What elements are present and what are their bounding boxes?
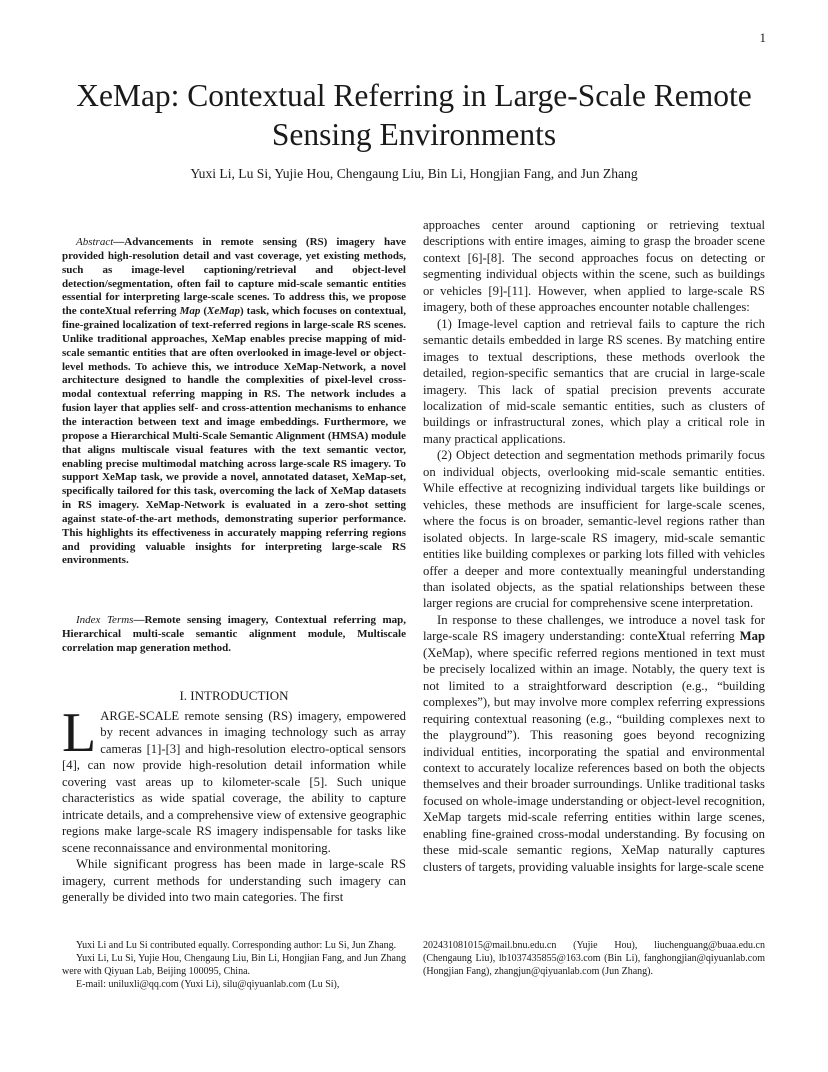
introduction-body bbox=[62, 702, 406, 905]
index-terms-text: —Remote sensing imagery, Contextual referring map, Hierarchical multi-scale semantic alignment module, Multiscale correlation map generation method. bbox=[62, 614, 406, 654]
section-heading-introduction: I. INTRODUCTION bbox=[179, 688, 289, 703]
right-column-body bbox=[423, 217, 765, 875]
footnote-email: E-mail: uniluxli@qq.com (Yuxi Li), silu@qiyuanlab.com (Lu Si), bbox=[76, 979, 340, 990]
xemap-task-text-a: In response to these challenges, we introduce a novel task for large-scale RS imagery understanding: conte bbox=[423, 612, 765, 644]
intro-paragraph-2: While significant progress has been made in large-scale RS imagery, current methods for understanding such imagery can generally be divided into two main categories. The first bbox=[62, 857, 406, 904]
intro-paragraph-1 bbox=[62, 702, 406, 856]
abstract-text-1: —Advancements in remote sensing (RS) imagery have provided high-resolution detail and vast coverage, yet existing methods, such as image-level captioning/retrieval and object-level detection/segmentation, often fail to capture mid-scale semantic entities essential for interpreting large-scale scenes. To address this, we propose the conteXtual referring bbox=[62, 236, 406, 318]
abstract-map-word: Map bbox=[179, 305, 201, 318]
intro-paragraph-1-text: ARGE-SCALE remote sensing (RS) imagery, empowered by recent advances in imaging technology such as array cameras [1]-[3] and high-resolution electro-optical sensors [4], can now provide high-resolution detail information while covering vast areas up to kilometer-scale [5]. Such unique characteristics as wide spatial coverage, the ability to capture intricate details, and a comprehensive view of extensive geographic regions make large-scale RS imagery indispensable for tasks like scene reconnaissance and environmental monitoring. bbox=[62, 709, 406, 855]
right-paragraph-challenge-2: (2) Object detection and segmentation methods primarily focus on individual objects, overlooking mid-scale semantic entities. While effective at recognizing individual targets like buildings or vehicles, these methods are insufficient for large-scale scenes, where the focus is on broader, semantic-level regions rather than isolated objects. In large-scale RS imagery, mid-scale semantic entities like building complexes or parking lots filled with vehicles offer a deeper and more contextually meaningful understanding than isolated objects, as the spatial relationships between these larger regions are crucial for comprehensive scene interpretation. bbox=[423, 448, 765, 611]
footnote-left bbox=[62, 939, 406, 991]
xemap-task-bold-x: X bbox=[657, 629, 667, 644]
footnote-affiliation: Yuxi Li, Lu Si, Yujie Hou, Chengaung Liu, Bin Li, Hongjian Fang, and Jun Zhang were with Qiyuan Lab, Beijing 100095, China. bbox=[62, 953, 406, 977]
paper-title: XeMap: Contextual Referring in Large-Scale Remote Sensing Environments bbox=[76, 78, 752, 152]
drop-cap: L bbox=[62, 702, 97, 764]
footnote-contribution: Yuxi Li and Lu Si contributed equally. Corresponding author: Lu Si, Jun Zhang. bbox=[76, 940, 397, 951]
right-paragraph-xemap-task bbox=[423, 612, 765, 875]
footnote-right bbox=[423, 939, 765, 978]
abstract-xemap-word: XeMap bbox=[207, 305, 241, 318]
right-paragraph-challenge-1: (1) Image-level caption and retrieval fails to capture the rich semantic details embedded in large RS scenes. By matching entire images to textual descriptions, these methods overlook the detailed, region-specific semantics that are crucial in large-scale imagery. This lack of spatial precision prevents accurate localization of mid-scale semantic entities, such as clusters of buildings or infrastructural zones, which play a critical role in many practical applications. bbox=[423, 316, 765, 446]
right-paragraph-continued: approaches center around captioning or retrieving textual descriptions with entire images, aiming to grasp the broader scene context [6]-[8]. The second approaches focus on detecting or segmenting individual objects within the scene, such as buildings or vehicles [9]-[11]. However, when applied to large-scale RS imagery, both of these approaches encounter notable challenges: bbox=[423, 218, 765, 315]
footnote-emails-continued: 202431081015@mail.bnu.edu.cn (Yujie Hou), liuchenguang@buaa.edu.cn (Chengaung Liu), lb1037435855@163.com (Bin Li), fanghongjian@qiyuanlab.com (Hongjian Fang), zhangjun@qiyuanlab.com (Jun Zhang). bbox=[423, 940, 765, 977]
page-number: 1 bbox=[759, 30, 766, 45]
index-terms bbox=[62, 614, 406, 656]
abstract-text-2: ( bbox=[200, 305, 208, 318]
index-terms-lead: Index Terms bbox=[76, 614, 134, 626]
abstract-text-3: ) task, which focuses on contextual, fine-grained localization of text-referred regions in large-scale RS scenes. Unlike traditional approaches, XeMap enables precise mapping of mid-scale semantic entities that are often overlooked in image-level or object-level methods. To achieve this, we introduce XeMap-Network, a novel architecture designed to handle the complexities of pixel-level cross-modal contextual referring mapping in RS. The network includes a fusion layer that applies self- and cross-attention mechanisms to enhance the interaction between text and image embeddings. Furthermore, we propose a Hierarchical Multi-Scale Semantic Alignment (HMSA) module that aligns multiscale visual features with the text semantic vector, enabling precise multimodal matching across large-scale RS imagery. To support XeMap task, we provide a novel, annotated dataset, XeMap-set, specifically tailored for this task, overcoming the lack of XeMap datasets in RS imagery. XeMap-Network is evaluated in a zero-shot setting against state-of-the-art methods, demonstrating superior performance. This highlights its effectiveness in accurately mapping referring regions and providing valuable insights for interpreting large-scale RS environments. bbox=[62, 305, 406, 567]
abstract-lead: Abstract bbox=[76, 236, 114, 248]
author-list: Yuxi Li, Lu Si, Yujie Hou, Chengaung Liu, Bin Li, Hongjian Fang, and Jun Zhang bbox=[190, 166, 638, 181]
xemap-task-text-b: tual referring bbox=[666, 629, 740, 644]
xemap-task-text-c: (XeMap), where specific referred regions mentioned in text must be precisely localized within an image. Notably, the query text is not limited to a straightforward description (e.g., “building complexes”), but may involve more complex referring expressions requiring contextual reasoning (e.g., “building complexes next to the playground”). This reasoning goes beyond recognizing individual entities, incorporating the spatial and environmental context to accurately localize references based on both the objects themselves and their broader surroundings. Unlike traditional tasks focused on whole-image understanding or object-level recognition, XeMap targets mid-scale referring entities within large scenes, enabling fine-grained cross-modal understanding. By focusing on these mid-scale semantic regions, XeMap naturally captures clusters of targets, providing valuable insights for large-scale scene bbox=[423, 645, 765, 874]
abstract bbox=[62, 236, 406, 568]
xemap-task-bold-map: Map bbox=[739, 629, 765, 644]
